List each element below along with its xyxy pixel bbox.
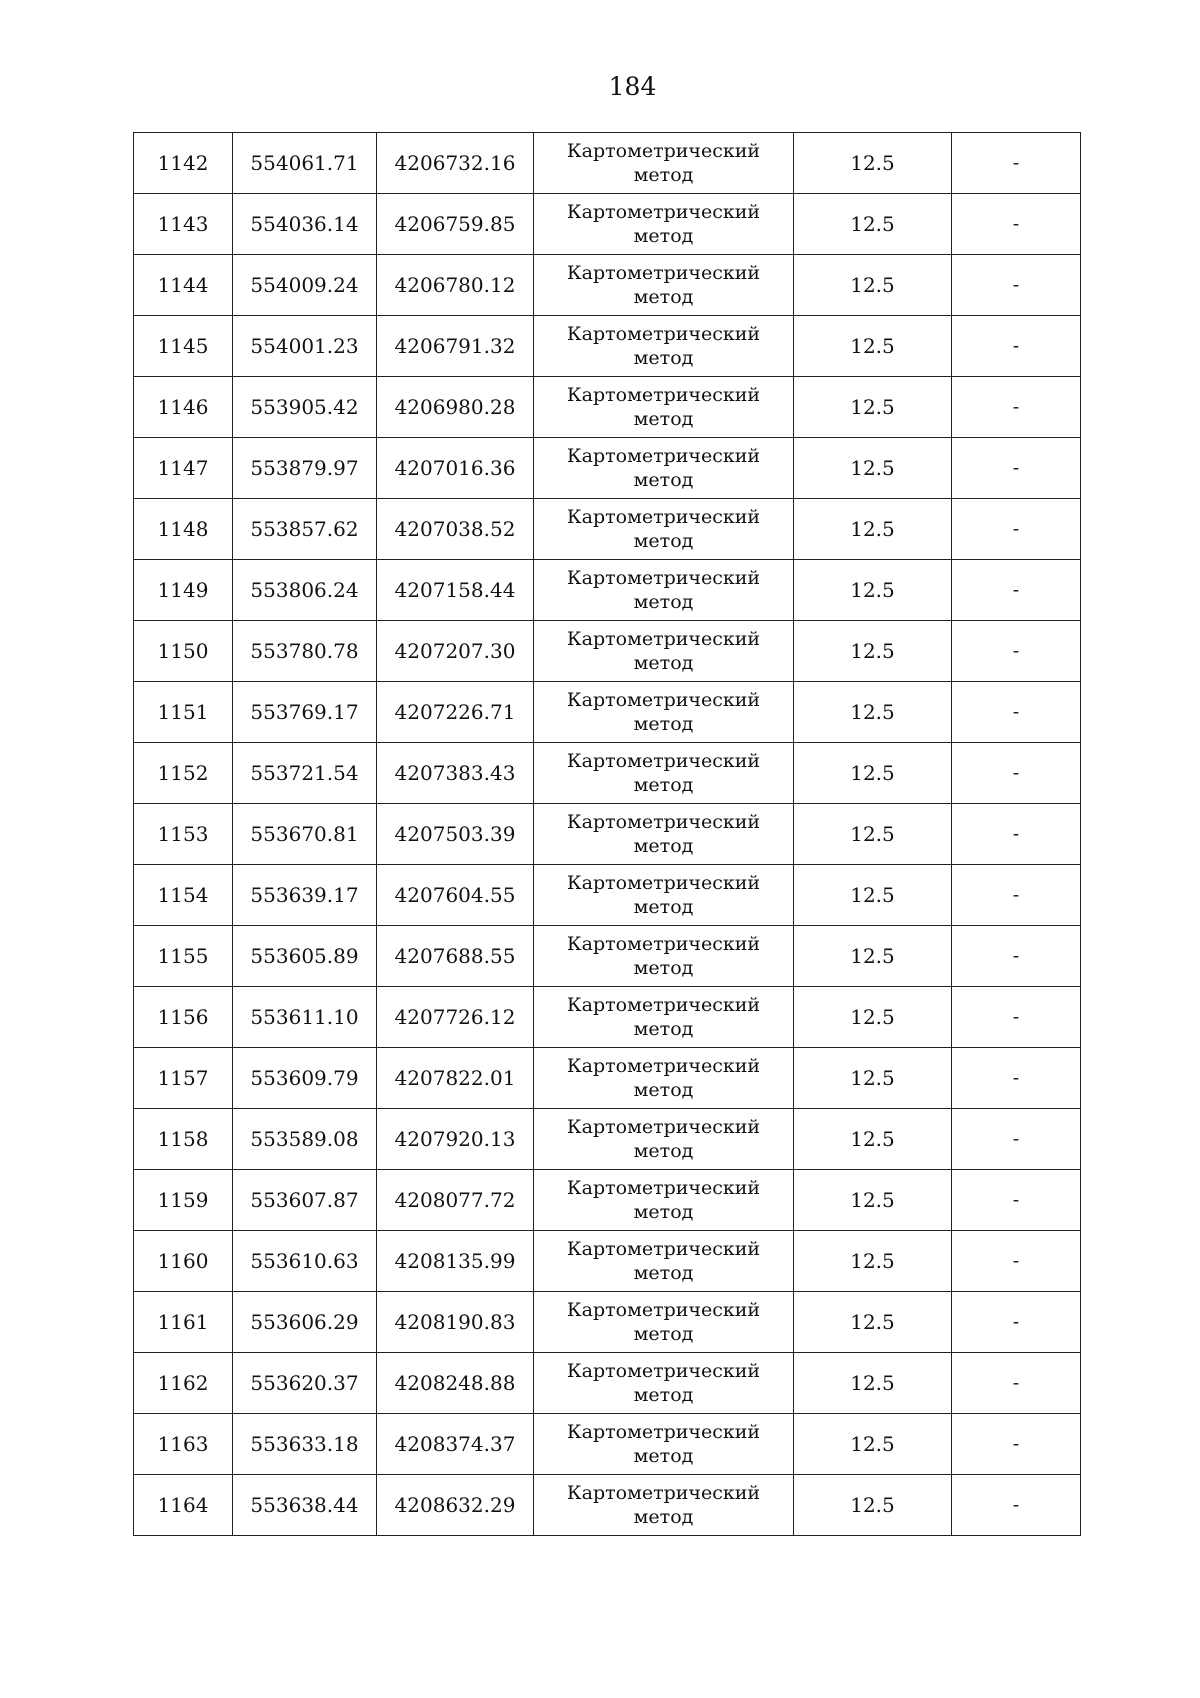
- point-number-cell: 1152: [134, 743, 233, 804]
- accuracy-cell: 12.5: [794, 255, 952, 316]
- table-row: [134, 1170, 1081, 1231]
- method-line-1: Картометрический: [566, 201, 761, 223]
- method-line-1: Картометрический: [566, 1116, 761, 1138]
- accuracy-cell: 12.5: [794, 316, 952, 377]
- method-cell: [534, 1170, 794, 1231]
- method-line-2: метод: [633, 1384, 694, 1406]
- x-coordinate-cell: 553638.44: [233, 1475, 377, 1536]
- note-cell: -: [952, 804, 1081, 865]
- y-coordinate-cell: 4208190.83: [377, 1292, 534, 1353]
- x-coordinate-cell: 553879.97: [233, 438, 377, 499]
- method-line-2: метод: [633, 408, 694, 430]
- method-line-2: метод: [633, 1445, 694, 1467]
- method-line-2: метод: [633, 530, 694, 552]
- y-coordinate-cell: 4208135.99: [377, 1231, 534, 1292]
- method-line-2: метод: [633, 1323, 694, 1345]
- note-cell: -: [952, 316, 1081, 377]
- table-row: [134, 1475, 1081, 1536]
- y-coordinate-cell: 4207822.01: [377, 1048, 534, 1109]
- method-line-1: Картометрический: [566, 628, 761, 650]
- x-coordinate-cell: 554001.23: [233, 316, 377, 377]
- method-line-1: Картометрический: [566, 1177, 761, 1199]
- method-line-2: метод: [633, 1079, 694, 1101]
- point-number-cell: 1149: [134, 560, 233, 621]
- x-coordinate-cell: 553611.10: [233, 987, 377, 1048]
- accuracy-cell: 12.5: [794, 621, 952, 682]
- y-coordinate-cell: 4207038.52: [377, 499, 534, 560]
- method-line-1: Картометрический: [566, 1360, 761, 1382]
- accuracy-cell: 12.5: [794, 1475, 952, 1536]
- method-line-1: Картометрический: [566, 445, 761, 467]
- accuracy-cell: 12.5: [794, 1414, 952, 1475]
- coordinates-table-body: [134, 133, 1081, 1536]
- table-row: [134, 682, 1081, 743]
- method-cell: [534, 1048, 794, 1109]
- table-row: [134, 926, 1081, 987]
- method-cell: [534, 377, 794, 438]
- method-line-1: Картометрический: [566, 323, 761, 345]
- point-number-cell: 1150: [134, 621, 233, 682]
- point-number-cell: 1156: [134, 987, 233, 1048]
- point-number-cell: 1154: [134, 865, 233, 926]
- y-coordinate-cell: 4207688.55: [377, 926, 534, 987]
- y-coordinate-cell: 4206791.32: [377, 316, 534, 377]
- accuracy-cell: 12.5: [794, 377, 952, 438]
- note-cell: -: [952, 682, 1081, 743]
- y-coordinate-cell: 4206980.28: [377, 377, 534, 438]
- method-cell: [534, 682, 794, 743]
- table-row: [134, 1109, 1081, 1170]
- table-row: [134, 1414, 1081, 1475]
- y-coordinate-cell: 4207383.43: [377, 743, 534, 804]
- note-cell: -: [952, 1170, 1081, 1231]
- method-cell: [534, 255, 794, 316]
- y-coordinate-cell: 4207207.30: [377, 621, 534, 682]
- method-line-2: метод: [633, 347, 694, 369]
- table-row: [134, 987, 1081, 1048]
- x-coordinate-cell: 553606.29: [233, 1292, 377, 1353]
- x-coordinate-cell: 553610.63: [233, 1231, 377, 1292]
- method-line-1: Картометрический: [566, 1421, 761, 1443]
- point-number-cell: 1146: [134, 377, 233, 438]
- x-coordinate-cell: 553605.89: [233, 926, 377, 987]
- method-line-2: метод: [633, 1262, 694, 1284]
- accuracy-cell: 12.5: [794, 1353, 952, 1414]
- point-number-cell: 1162: [134, 1353, 233, 1414]
- note-cell: -: [952, 1414, 1081, 1475]
- method-cell: [534, 865, 794, 926]
- point-number-cell: 1163: [134, 1414, 233, 1475]
- method-line-1: Картометрический: [566, 262, 761, 284]
- method-cell: [534, 987, 794, 1048]
- note-cell: -: [952, 1292, 1081, 1353]
- y-coordinate-cell: 4207726.12: [377, 987, 534, 1048]
- note-cell: -: [952, 1475, 1081, 1536]
- method-cell: [534, 743, 794, 804]
- method-line-2: метод: [633, 225, 694, 247]
- method-line-2: метод: [633, 1018, 694, 1040]
- note-cell: -: [952, 621, 1081, 682]
- point-number-cell: 1151: [134, 682, 233, 743]
- y-coordinate-cell: 4207016.36: [377, 438, 534, 499]
- x-coordinate-cell: 553670.81: [233, 804, 377, 865]
- method-cell: [534, 804, 794, 865]
- method-line-1: Картометрический: [566, 384, 761, 406]
- method-line-2: метод: [633, 1506, 694, 1528]
- table-row: [134, 1353, 1081, 1414]
- method-cell: [534, 1353, 794, 1414]
- method-line-2: метод: [633, 774, 694, 796]
- accuracy-cell: 12.5: [794, 1109, 952, 1170]
- y-coordinate-cell: 4207920.13: [377, 1109, 534, 1170]
- y-coordinate-cell: 4208248.88: [377, 1353, 534, 1414]
- note-cell: -: [952, 1231, 1081, 1292]
- note-cell: -: [952, 1109, 1081, 1170]
- x-coordinate-cell: 554036.14: [233, 194, 377, 255]
- method-line-1: Картометрический: [566, 567, 761, 589]
- method-line-2: метод: [633, 591, 694, 613]
- y-coordinate-cell: 4208374.37: [377, 1414, 534, 1475]
- method-cell: [534, 560, 794, 621]
- point-number-cell: 1161: [134, 1292, 233, 1353]
- accuracy-cell: 12.5: [794, 743, 952, 804]
- page-number: 184: [608, 72, 657, 101]
- point-number-cell: 1159: [134, 1170, 233, 1231]
- note-cell: -: [952, 743, 1081, 804]
- accuracy-cell: 12.5: [794, 133, 952, 194]
- note-cell: -: [952, 499, 1081, 560]
- point-number-cell: 1157: [134, 1048, 233, 1109]
- method-line-1: Картометрический: [566, 1482, 761, 1504]
- accuracy-cell: 12.5: [794, 987, 952, 1048]
- note-cell: -: [952, 1353, 1081, 1414]
- y-coordinate-cell: 4208077.72: [377, 1170, 534, 1231]
- x-coordinate-cell: 553607.87: [233, 1170, 377, 1231]
- method-line-1: Картометрический: [566, 1055, 761, 1077]
- x-coordinate-cell: 553721.54: [233, 743, 377, 804]
- y-coordinate-cell: 4208632.29: [377, 1475, 534, 1536]
- method-line-1: Картометрический: [566, 994, 761, 1016]
- table-row: [134, 499, 1081, 560]
- point-number-cell: 1160: [134, 1231, 233, 1292]
- accuracy-cell: 12.5: [794, 865, 952, 926]
- note-cell: -: [952, 865, 1081, 926]
- method-line-2: метод: [633, 469, 694, 491]
- x-coordinate-cell: 553769.17: [233, 682, 377, 743]
- method-cell: [534, 316, 794, 377]
- method-line-1: Картометрический: [566, 872, 761, 894]
- point-number-cell: 1142: [134, 133, 233, 194]
- point-number-cell: 1164: [134, 1475, 233, 1536]
- method-cell: [534, 1109, 794, 1170]
- note-cell: -: [952, 194, 1081, 255]
- method-cell: [534, 621, 794, 682]
- note-cell: -: [952, 133, 1081, 194]
- table-row: [134, 377, 1081, 438]
- point-number-cell: 1144: [134, 255, 233, 316]
- accuracy-cell: 12.5: [794, 682, 952, 743]
- method-line-2: метод: [633, 1140, 694, 1162]
- point-number-cell: 1143: [134, 194, 233, 255]
- x-coordinate-cell: 553620.37: [233, 1353, 377, 1414]
- y-coordinate-cell: 4206780.12: [377, 255, 534, 316]
- coordinates-table: [133, 132, 1081, 1536]
- note-cell: -: [952, 926, 1081, 987]
- y-coordinate-cell: 4207503.39: [377, 804, 534, 865]
- method-line-1: Картометрический: [566, 1238, 761, 1260]
- method-line-1: Картометрический: [566, 933, 761, 955]
- accuracy-cell: 12.5: [794, 804, 952, 865]
- table-row: [134, 316, 1081, 377]
- method-cell: [534, 499, 794, 560]
- point-number-cell: 1147: [134, 438, 233, 499]
- x-coordinate-cell: 553589.08: [233, 1109, 377, 1170]
- table-row: [134, 804, 1081, 865]
- note-cell: -: [952, 438, 1081, 499]
- accuracy-cell: 12.5: [794, 438, 952, 499]
- x-coordinate-cell: 553905.42: [233, 377, 377, 438]
- table-row: [134, 1048, 1081, 1109]
- table-row: [134, 255, 1081, 316]
- y-coordinate-cell: 4206732.16: [377, 133, 534, 194]
- accuracy-cell: 12.5: [794, 194, 952, 255]
- accuracy-cell: 12.5: [794, 499, 952, 560]
- method-line-1: Картометрический: [566, 140, 761, 162]
- method-line-1: Картометрический: [566, 811, 761, 833]
- accuracy-cell: 12.5: [794, 1292, 952, 1353]
- accuracy-cell: 12.5: [794, 1231, 952, 1292]
- point-number-cell: 1153: [134, 804, 233, 865]
- method-line-2: метод: [633, 896, 694, 918]
- x-coordinate-cell: 554009.24: [233, 255, 377, 316]
- method-line-2: метод: [633, 835, 694, 857]
- point-number-cell: 1148: [134, 499, 233, 560]
- note-cell: -: [952, 560, 1081, 621]
- table-row: [134, 865, 1081, 926]
- table-row: [134, 438, 1081, 499]
- point-number-cell: 1155: [134, 926, 233, 987]
- table-row: [134, 194, 1081, 255]
- x-coordinate-cell: 553639.17: [233, 865, 377, 926]
- accuracy-cell: 12.5: [794, 560, 952, 621]
- y-coordinate-cell: 4207158.44: [377, 560, 534, 621]
- y-coordinate-cell: 4207226.71: [377, 682, 534, 743]
- x-coordinate-cell: 553780.78: [233, 621, 377, 682]
- method-line-1: Картометрический: [566, 1299, 761, 1321]
- table-row: [134, 621, 1081, 682]
- method-line-2: метод: [633, 957, 694, 979]
- method-cell: [534, 438, 794, 499]
- note-cell: -: [952, 987, 1081, 1048]
- method-cell: [534, 1231, 794, 1292]
- method-line-1: Картометрический: [566, 506, 761, 528]
- accuracy-cell: 12.5: [794, 1048, 952, 1109]
- x-coordinate-cell: 554061.71: [233, 133, 377, 194]
- method-cell: [534, 1292, 794, 1353]
- note-cell: -: [952, 377, 1081, 438]
- method-cell: [534, 926, 794, 987]
- method-line-2: метод: [633, 652, 694, 674]
- y-coordinate-cell: 4207604.55: [377, 865, 534, 926]
- method-cell: [534, 1475, 794, 1536]
- y-coordinate-cell: 4206759.85: [377, 194, 534, 255]
- x-coordinate-cell: 553806.24: [233, 560, 377, 621]
- x-coordinate-cell: 553633.18: [233, 1414, 377, 1475]
- note-cell: -: [952, 255, 1081, 316]
- method-line-1: Картометрический: [566, 750, 761, 772]
- method-line-1: Картометрический: [566, 689, 761, 711]
- accuracy-cell: 12.5: [794, 1170, 952, 1231]
- method-line-2: метод: [633, 164, 694, 186]
- accuracy-cell: 12.5: [794, 926, 952, 987]
- method-cell: [534, 1414, 794, 1475]
- table-row: [134, 560, 1081, 621]
- method-cell: [534, 133, 794, 194]
- x-coordinate-cell: 553857.62: [233, 499, 377, 560]
- method-line-2: метод: [633, 286, 694, 308]
- table-row: [134, 743, 1081, 804]
- point-number-cell: 1145: [134, 316, 233, 377]
- x-coordinate-cell: 553609.79: [233, 1048, 377, 1109]
- table-row: [134, 133, 1081, 194]
- method-line-2: метод: [633, 1201, 694, 1223]
- table-row: [134, 1231, 1081, 1292]
- table-row: [134, 1292, 1081, 1353]
- note-cell: -: [952, 1048, 1081, 1109]
- method-cell: [534, 194, 794, 255]
- point-number-cell: 1158: [134, 1109, 233, 1170]
- method-line-2: метод: [633, 713, 694, 735]
